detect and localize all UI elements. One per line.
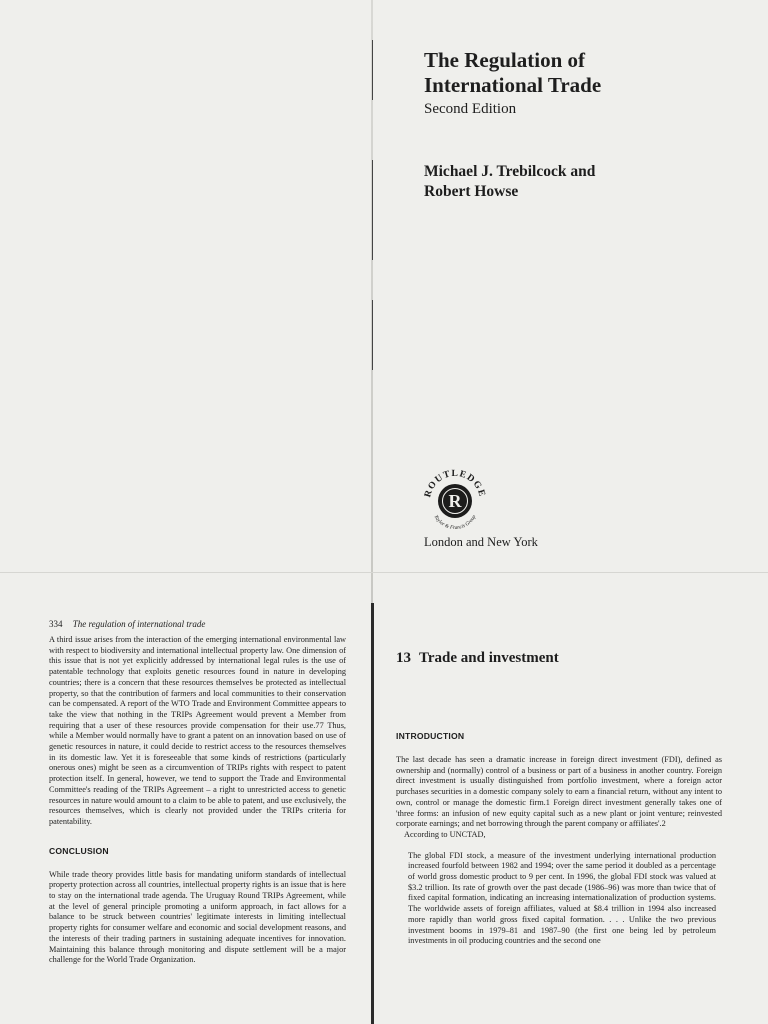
- gutter-shadow: [371, 603, 374, 1024]
- running-head: [49, 619, 346, 629]
- chapter-number: 13: [396, 650, 411, 666]
- book-title-line2: International Trade: [424, 73, 602, 97]
- imprint: London and New York: [424, 535, 538, 549]
- block-quote: The global FDI stock, a measure of the investment underlying international production increased fourfold between 1982 and 1994; over the same period it doubled as a percentage of world gross domestic product to 9 per cent. In 1996, the global FDI stock was valued at $3.2 trillion. Its rate of growth over the past decade (1986–96) was more than twice that of fixed capital formation, indicating an increasing internationalization of production systems. The worldwide assets of foreign affiliates, valued at $8.4 trillion in 1994 also increased more rapidly than world gross fixed capital formation. . . . Unlike the two previous investment booms in 1979–81 and 1987–90 (the first one being led by petroleum investments in oil producing countries and the second one: [408, 850, 716, 946]
- authors: [424, 162, 744, 202]
- logo-sub-text: Taylor & Francis Group: [432, 514, 478, 532]
- paragraph: While trade theory provides little basis for mandating uniform standards of intellectual property protection across all countries, intellectual property rights is an issue that is here to stay on the international trade agenda. The Uruguay Round TRIPs Agreement, while at the level of general principle promoting a uniform approach, in fact allows for a balance to be struck between countries' legitimate interests in limiting intellectual property rights for consumer welfare and economic and social development reasons, and the interests of their trading partners in sustaining adequate incentives for innovation. Maintaining this balance through monitoring and dispute settlement will be a major challenge for the World Trade Organization.: [49, 869, 346, 965]
- logo-letter: R: [448, 491, 462, 511]
- title-page: [424, 48, 744, 202]
- section-heading-conclusion: CONCLUSION: [49, 845, 109, 856]
- according-line: According to UNCTAD,: [404, 829, 486, 839]
- scan-seam: [0, 572, 768, 573]
- left-page: [49, 619, 346, 966]
- running-title: The regulation of international trade: [72, 619, 206, 629]
- author-line1: Michael J. Trebilcock and: [424, 163, 596, 180]
- routledge-logo-icon: [418, 464, 492, 538]
- book-title: [424, 48, 744, 98]
- right-page: [396, 650, 722, 947]
- logo-arc-text: ROUTLEDGE: [423, 468, 487, 499]
- paragraph: The last decade has seen a dramatic increase in foreign direct investment (FDI), defined as ownership and (normally) control of a business or part of a business in another country. Foreign direct investment is usually distinguished from portfolio investment, where a foreign actor purchases securities in a domestic company solely to earn a financial return, without any intent to own, control or manage the domestic firm.1 Foreign direct investment generally takes one of 'three forms: an infusion of new equity capital such as a new plant or joint venture; reinvested corporate earnings; and net borrowing through the parent company or affiliates'.2: [396, 755, 722, 829]
- chapter-heading: [396, 650, 722, 667]
- paragraph: A third issue arises from the interaction of the emerging international environmental law with respect to biodiversity and international intellectual property law. One dimension of this issue that is not yet explicitly addressed by international legal rules is the use of patentable technology that exploits genetic resources found in nature in developing countries; there is a concern that these resources themselves be protected as intellectual property, so that the contribution of farmers and local communities to their conservation can be compensated. A report of the WTO Trade and Environment Committee appears to take the view that nothing in the TRIPs Agreement would prevent a Member from requiring that a user of these resources provide compensation for their use.77 Thus, while a Member would normally have to grant a patent on an innovation based on use of genetic resources in nature, it could decide to restrict access to the resources themselves in its domestic law. Yet it is foreseeable that some kinds of restrictions (particularly onerous ones) might be seen as a circumvention of TRIPs rights with respect to patent protection itself. In general, however, we tend to support the Trade and Environmental Committee's reading of the TRIPs Agreement – a right to unrestricted access to genetic resources in nature would amount to a claim to be able to patent, and use exclusively, the resources themselves, which is clearly not provided under the TRIPs criteria for patentability.: [49, 635, 346, 826]
- gutter-shadow: [372, 300, 373, 370]
- page-number: 334: [49, 619, 63, 629]
- author-line2: Robert Howse: [424, 183, 519, 200]
- chapter-title: Trade and investment: [419, 650, 559, 666]
- gutter-shadow: [372, 160, 373, 260]
- book-title-line1: The Regulation of: [424, 48, 586, 72]
- gutter-shadow: [372, 40, 373, 100]
- edition: Second Edition: [424, 101, 517, 117]
- section-heading-introduction: INTRODUCTION: [396, 731, 465, 741]
